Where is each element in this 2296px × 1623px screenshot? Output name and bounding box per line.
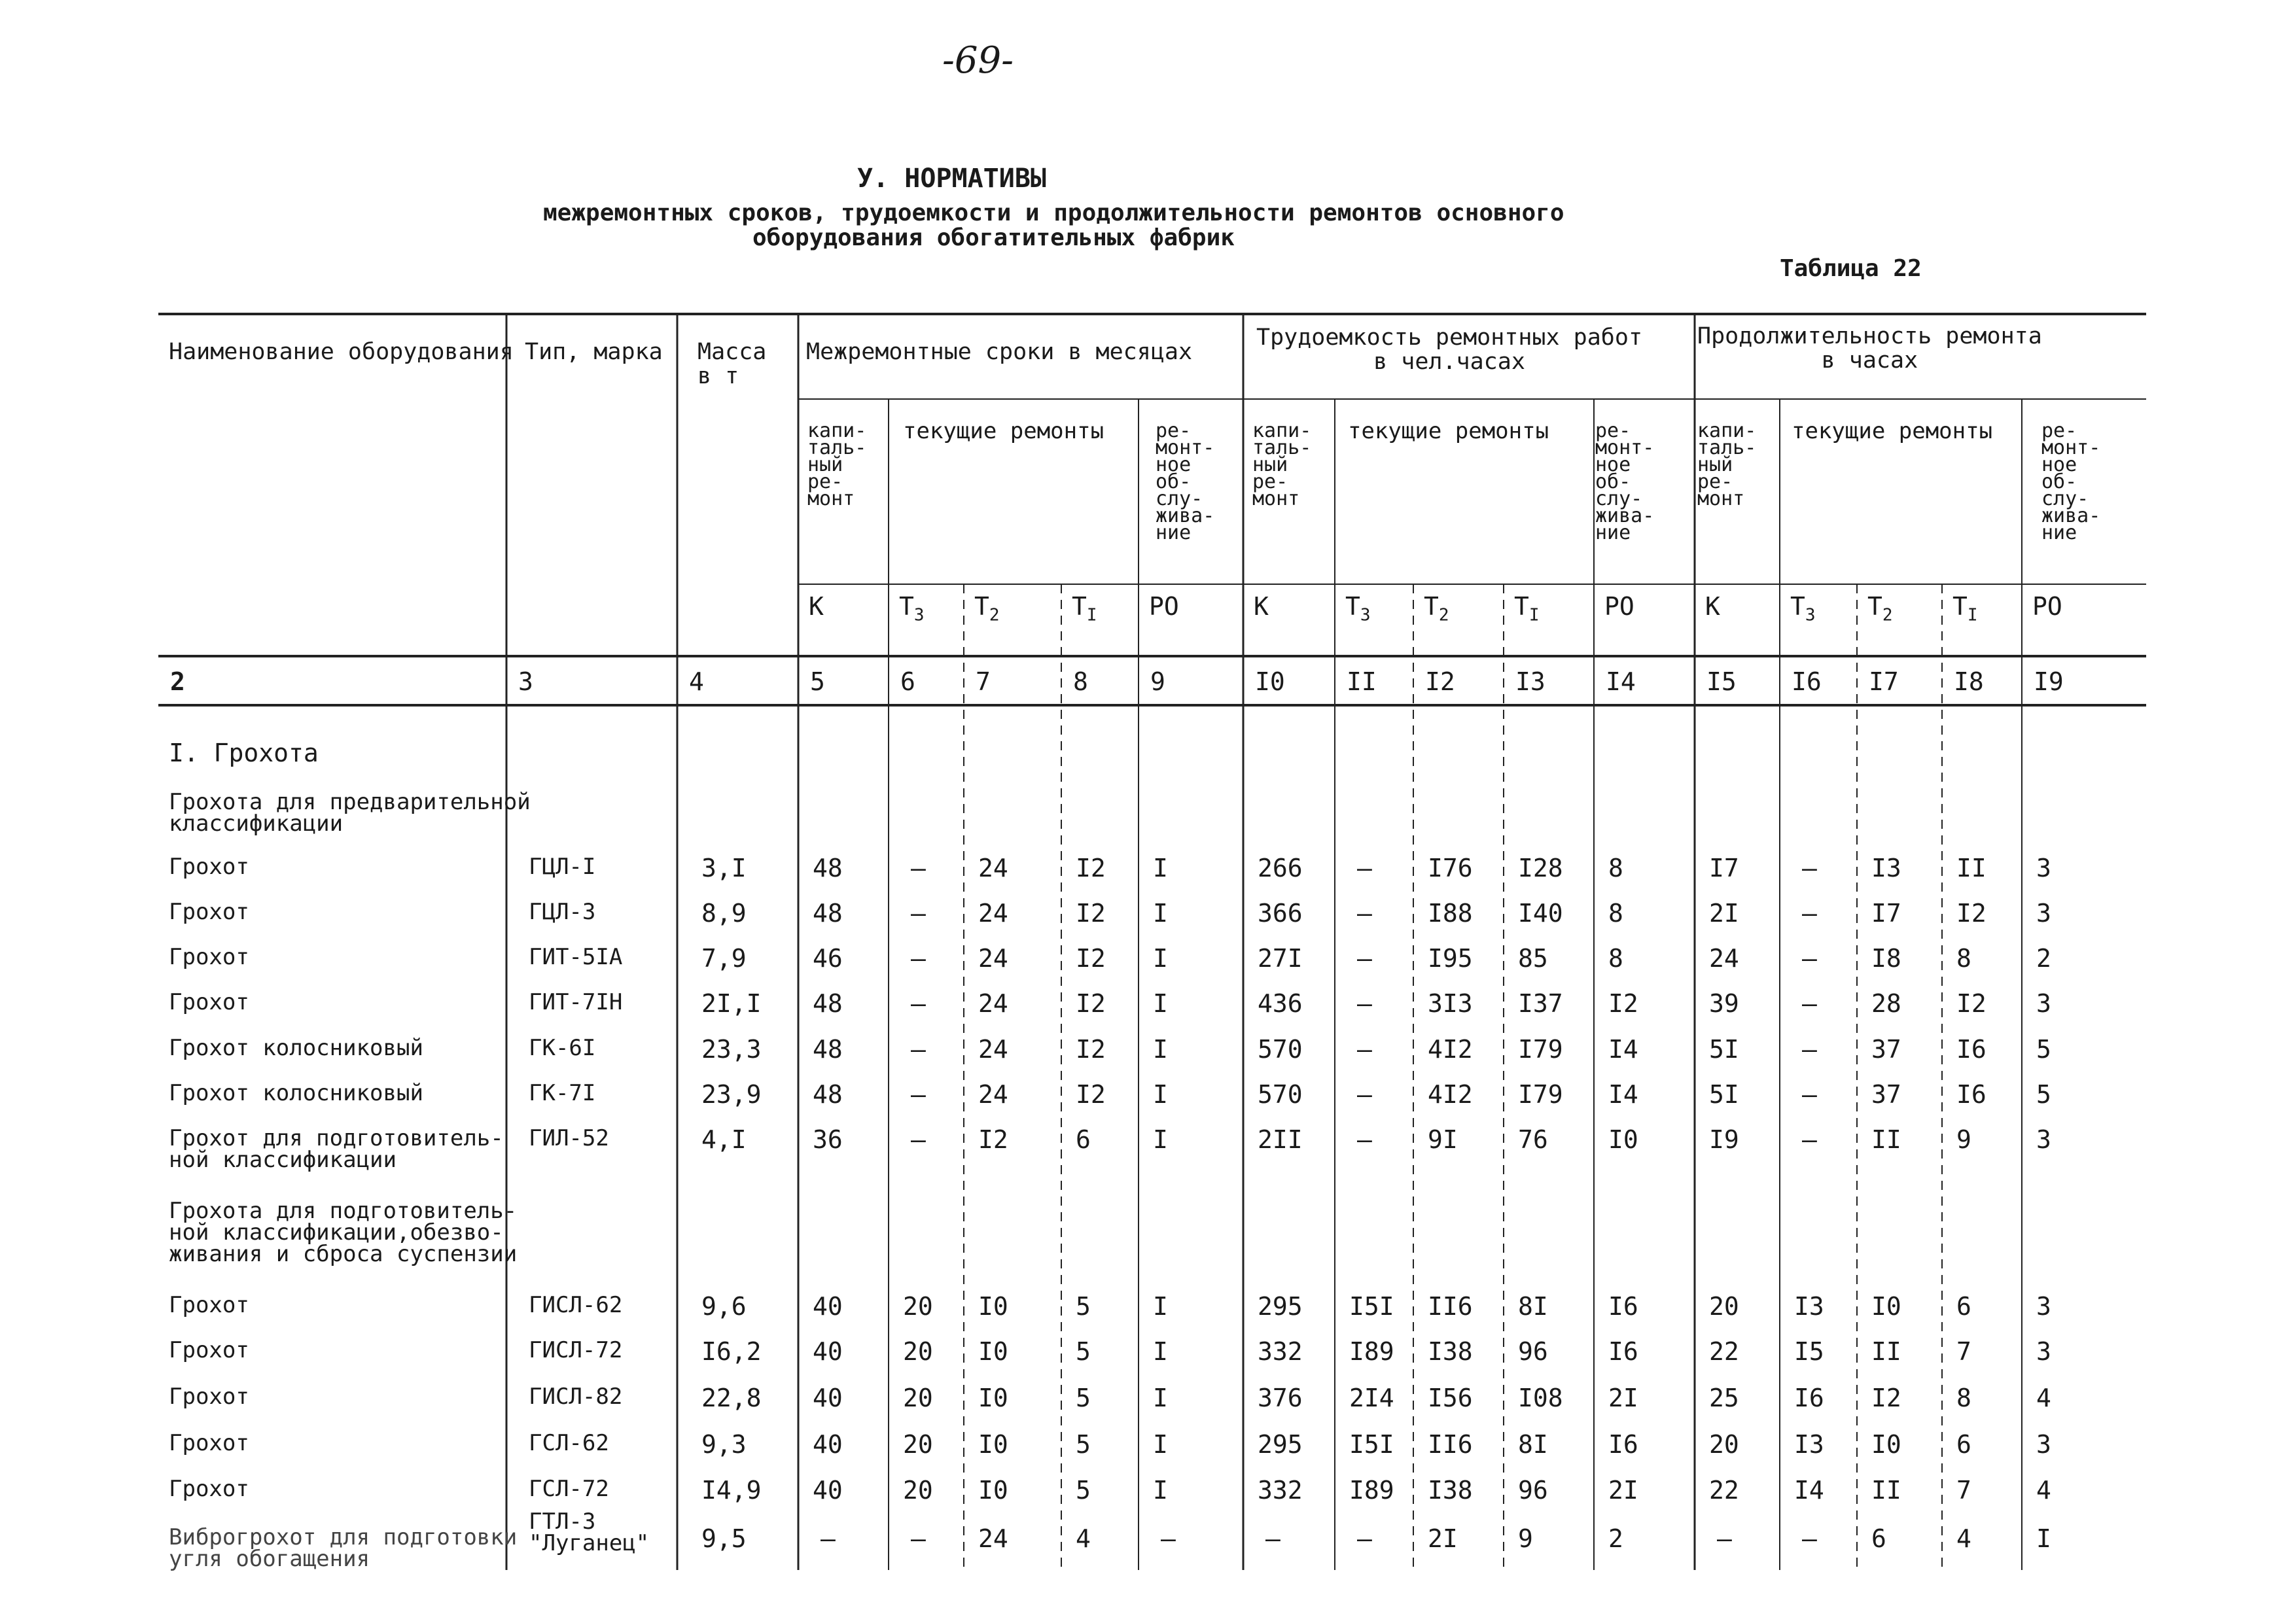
value-cell: I3 (1871, 854, 1901, 882)
document-title: У. НОРМАТИВЫ (857, 164, 1046, 194)
value-cell: 295 (1258, 1430, 1303, 1459)
value-cell: I0 (978, 1337, 1008, 1366)
value-cell: 37 (1871, 1035, 1901, 1064)
column-number: I7 (1869, 667, 1899, 696)
value-cell: 48 (813, 1080, 843, 1109)
code-header: $Т_2$ (974, 592, 1000, 625)
value-cell: 24 (978, 899, 1008, 928)
value-cell: – (1357, 1035, 1372, 1064)
value-cell: I (1153, 1125, 1168, 1154)
value-cell: I7 (1709, 854, 1739, 882)
value-cell: 8 (1608, 854, 1623, 882)
value-cell: 24 (978, 1035, 1008, 1064)
column-number: 7 (976, 667, 991, 696)
value-cell: 8 (1956, 944, 1971, 973)
value-cell: I6 (1608, 1292, 1638, 1321)
value-cell: 2I4 (1349, 1384, 1394, 1412)
header-mass: Масса в т (698, 339, 767, 389)
value-cell: 3 (2036, 854, 2051, 882)
equipment-name: Грохот колосниковый (169, 1035, 423, 1061)
value-cell: 3 (2036, 989, 2051, 1018)
header-duration: Продолжительность ремонта в часах (1697, 323, 2042, 374)
value-cell: 28 (1871, 989, 1901, 1018)
equipment-mass: 23,9 (701, 1080, 762, 1109)
value-cell: 96 (1518, 1337, 1548, 1366)
value-cell: I (1153, 854, 1168, 882)
value-cell: – (1161, 1524, 1176, 1553)
value-cell: I38 (1428, 1337, 1473, 1366)
value-cell: 5 (1076, 1430, 1091, 1459)
value-cell: I2 (1076, 899, 1106, 928)
equipment-mass: 9,3 (701, 1430, 747, 1459)
value-cell: I0 (1871, 1430, 1901, 1459)
value-cell: 6 (1956, 1292, 1971, 1321)
value-cell: 24 (1709, 944, 1739, 973)
value-cell: 8I (1518, 1292, 1548, 1321)
value-cell: 2 (1608, 1524, 1623, 1553)
value-cell: I6 (1794, 1384, 1824, 1412)
value-cell: I4 (1794, 1476, 1824, 1505)
equipment-mass: I4,9 (701, 1476, 762, 1505)
value-cell: 48 (813, 989, 843, 1018)
value-cell: I (1153, 1476, 1168, 1505)
value-cell: I (1153, 1080, 1168, 1109)
code-header: К (809, 592, 824, 621)
value-cell: 5 (1076, 1337, 1091, 1366)
value-cell: I6 (1608, 1430, 1638, 1459)
subheader-current-1: текущие ремонты (903, 418, 1104, 444)
value-cell: 24 (978, 854, 1008, 882)
value-cell: I3 (1794, 1292, 1824, 1321)
value-cell: 5 (1076, 1292, 1091, 1321)
value-cell: – (1357, 989, 1372, 1018)
value-cell: 20 (1709, 1292, 1739, 1321)
value-cell: I5 (1794, 1337, 1824, 1366)
subheader-capital-2: капи- таль- ный ре- монт (1252, 419, 1312, 510)
value-cell: 48 (813, 854, 843, 882)
value-cell: 6 (1956, 1430, 1971, 1459)
value-cell: II (1871, 1476, 1901, 1505)
value-cell: I7 (1871, 899, 1901, 928)
value-cell: – (821, 1524, 836, 1553)
equipment-type: ГК-6I (529, 1035, 596, 1061)
value-cell: 2I (1608, 1384, 1638, 1412)
header-equipment-name: Наименование оборудования (169, 339, 514, 365)
value-cell: 5 (2036, 1035, 2051, 1064)
value-cell: I88 (1428, 899, 1473, 928)
value-cell: I2 (1956, 989, 1987, 1018)
value-cell: 39 (1709, 989, 1739, 1018)
value-cell: I9 (1709, 1125, 1739, 1154)
value-cell: I4 (1608, 1080, 1638, 1109)
value-cell: – (1265, 1524, 1280, 1553)
value-cell: I2 (1956, 899, 1987, 928)
value-cell: 48 (813, 899, 843, 928)
column-number: 9 (1150, 667, 1165, 696)
value-cell: I95 (1428, 944, 1473, 973)
value-cell: 20 (903, 1384, 933, 1412)
equipment-mass: 7,9 (701, 944, 747, 973)
value-cell: – (1802, 899, 1817, 928)
column-number: II (1347, 667, 1377, 696)
value-cell: 8 (1608, 944, 1623, 973)
subheader-service-2: ре- монт- ное об- слу- жива- ние (1595, 419, 1655, 544)
equipment-type: ГЦЛ-3 (529, 899, 596, 925)
value-cell: – (1802, 1080, 1817, 1109)
value-cell: II6 (1428, 1292, 1473, 1321)
value-cell: – (911, 1035, 926, 1064)
value-cell: – (1802, 989, 1817, 1018)
value-cell: 3 (2036, 899, 2051, 928)
value-cell: 22 (1709, 1337, 1739, 1366)
value-cell: 9I (1428, 1125, 1458, 1154)
value-cell: II6 (1428, 1430, 1473, 1459)
value-cell: I0 (978, 1292, 1008, 1321)
value-cell: I2 (1076, 989, 1106, 1018)
equipment-type: ГИТ-5IA (529, 944, 623, 970)
column-number: 6 (900, 667, 915, 696)
equipment-mass: 8,9 (701, 899, 747, 928)
value-cell: I37 (1518, 989, 1563, 1018)
value-cell: 5I (1709, 1080, 1739, 1109)
value-cell: I6 (1608, 1337, 1638, 1366)
value-cell: 24 (978, 944, 1008, 973)
value-cell: I (1153, 1035, 1168, 1064)
value-cell: I0 (1608, 1125, 1638, 1154)
equipment-name: Грохот (169, 989, 249, 1015)
section-title: I. Грохота (169, 739, 319, 767)
column-number: 5 (810, 667, 825, 696)
value-cell: 27I (1258, 944, 1303, 973)
value-cell: 96 (1518, 1476, 1548, 1505)
value-cell: 2II (1258, 1125, 1303, 1154)
value-cell: I2 (1076, 854, 1106, 882)
value-cell: 20 (903, 1292, 933, 1321)
value-cell: 9 (1956, 1125, 1971, 1154)
value-cell: – (1802, 854, 1817, 882)
value-cell: 332 (1258, 1337, 1303, 1366)
value-cell: I89 (1349, 1476, 1394, 1505)
value-cell: II (1871, 1125, 1901, 1154)
value-cell: 46 (813, 944, 843, 973)
value-cell: – (1357, 944, 1372, 973)
value-cell: 3 (2036, 1430, 2051, 1459)
value-cell: I56 (1428, 1384, 1473, 1412)
equipment-name: Грохот (169, 1476, 249, 1502)
value-cell: 4 (1076, 1524, 1091, 1553)
value-cell: 4I2 (1428, 1035, 1473, 1064)
subheader-current-2: текущие ремонты (1348, 418, 1549, 444)
value-cell: I (1153, 899, 1168, 928)
value-cell: 2I (1428, 1524, 1458, 1553)
value-cell: 22 (1709, 1476, 1739, 1505)
value-cell: – (1357, 1125, 1372, 1154)
value-cell: 4 (2036, 1476, 2051, 1505)
equipment-name: Грохот (169, 944, 249, 970)
value-cell: I8 (1871, 944, 1901, 973)
value-cell: II (1956, 854, 1987, 882)
value-cell: I2 (1076, 944, 1106, 973)
column-number: I9 (2034, 667, 2064, 696)
value-cell: I (1153, 989, 1168, 1018)
column-number: 3 (518, 667, 533, 696)
value-cell: 295 (1258, 1292, 1303, 1321)
value-cell: – (1717, 1524, 1732, 1553)
value-cell: 48 (813, 1035, 843, 1064)
value-cell: – (1357, 854, 1372, 882)
value-cell: – (911, 989, 926, 1018)
group-title-preliminary: Грохота для предварительной классификации (169, 789, 531, 837)
value-cell: I2 (978, 1125, 1008, 1154)
value-cell: I3 (1794, 1430, 1824, 1459)
equipment-type: ГСЛ-72 (529, 1476, 609, 1502)
value-cell: 5 (2036, 1080, 2051, 1109)
value-cell: 3 (2036, 1337, 2051, 1366)
equipment-name: Виброгрохот для подготовки угля обогащения (169, 1524, 518, 1572)
value-cell: 570 (1258, 1080, 1303, 1109)
value-cell: 40 (813, 1430, 843, 1459)
value-cell: I28 (1518, 854, 1563, 882)
equipment-mass: 2I,I (701, 989, 762, 1018)
value-cell: 6 (1076, 1125, 1091, 1154)
equipment-name: Грохот (169, 1337, 249, 1363)
equipment-type: ГТЛ-3 "Луганец" (529, 1509, 650, 1556)
value-cell: I2 (1076, 1035, 1106, 1064)
value-cell: 3I3 (1428, 989, 1473, 1018)
equipment-type: ГЦЛ-I (529, 854, 596, 880)
equipment-type: ГИСЛ-82 (529, 1384, 623, 1410)
value-cell: 6 (1871, 1524, 1886, 1553)
value-cell: 7 (1956, 1476, 1971, 1505)
value-cell: I (1153, 1430, 1168, 1459)
value-cell: 2I (1709, 899, 1739, 928)
value-cell: – (1357, 1524, 1372, 1553)
value-cell: I2 (1076, 1080, 1106, 1109)
value-cell: 5 (1076, 1384, 1091, 1412)
equipment-name: Грохот колосниковый (169, 1080, 423, 1106)
value-cell: 8 (1608, 899, 1623, 928)
code-header: РО (2032, 592, 2062, 621)
value-cell: 7 (1956, 1337, 1971, 1366)
value-cell: I0 (978, 1430, 1008, 1459)
value-cell: I0 (978, 1476, 1008, 1505)
equipment-name: Грохот (169, 854, 249, 880)
table-label: Таблица 22 (1780, 255, 1922, 282)
value-cell: 266 (1258, 854, 1303, 882)
value-cell: 8 (1956, 1384, 1971, 1412)
equipment-type: ГИТ-7IH (529, 989, 623, 1015)
value-cell: 4I2 (1428, 1080, 1473, 1109)
equipment-mass: 4,I (701, 1125, 747, 1154)
value-cell: 3 (2036, 1125, 2051, 1154)
column-number: 8 (1073, 667, 1088, 696)
equipment-type: ГИСЛ-72 (529, 1337, 623, 1363)
column-number: I0 (1255, 667, 1285, 696)
code-header: К (1254, 592, 1269, 621)
equipment-name: Грохот для подготовитель- ной классификации (169, 1125, 504, 1173)
code-header: $Т_I$ (1072, 592, 1097, 625)
value-cell: 40 (813, 1337, 843, 1366)
value-cell: 376 (1258, 1384, 1303, 1412)
value-cell: 25 (1709, 1384, 1739, 1412)
value-cell: 20 (903, 1337, 933, 1366)
value-cell: 9 (1518, 1524, 1533, 1553)
value-cell: I76 (1428, 854, 1473, 882)
value-cell: 570 (1258, 1035, 1303, 1064)
subheader-current-3: текущие ремонты (1792, 418, 1993, 444)
code-header: $Т_2$ (1424, 592, 1449, 625)
value-cell: – (1357, 899, 1372, 928)
value-cell: – (911, 1080, 926, 1109)
value-cell: I (1153, 1384, 1168, 1412)
value-cell: I08 (1518, 1384, 1563, 1412)
code-header: $Т_3$ (1790, 592, 1816, 625)
value-cell: II (1871, 1337, 1901, 1366)
value-cell: 436 (1258, 989, 1303, 1018)
value-cell: 20 (903, 1430, 933, 1459)
value-cell: 8I (1518, 1430, 1548, 1459)
value-cell: I (1153, 944, 1168, 973)
value-cell: 332 (1258, 1476, 1303, 1505)
equipment-type: ГИСЛ-62 (529, 1292, 623, 1318)
value-cell: 20 (903, 1476, 933, 1505)
value-cell: I79 (1518, 1035, 1563, 1064)
value-cell: I (1153, 1337, 1168, 1366)
column-number: 4 (689, 667, 704, 696)
column-number: I4 (1606, 667, 1636, 696)
value-cell: 36 (813, 1125, 843, 1154)
value-cell: I0 (978, 1384, 1008, 1412)
value-cell: 5 (1076, 1476, 1091, 1505)
equipment-mass: 22,8 (701, 1384, 762, 1412)
value-cell: 24 (978, 989, 1008, 1018)
value-cell: – (911, 944, 926, 973)
column-number: I2 (1425, 667, 1455, 696)
code-header: $Т_3$ (899, 592, 925, 625)
value-cell: 366 (1258, 899, 1303, 928)
equipment-mass: 9,6 (701, 1292, 747, 1321)
header-repair-intervals: Межремонтные сроки в месяцах (806, 339, 1193, 365)
value-cell: I89 (1349, 1337, 1394, 1366)
code-header: $Т_I$ (1952, 592, 1978, 625)
value-cell: I2 (1608, 989, 1638, 1018)
equipment-mass: 23,3 (701, 1035, 762, 1064)
equipment-name: Грохот (169, 1292, 249, 1318)
value-cell: I40 (1518, 899, 1563, 928)
value-cell: 40 (813, 1292, 843, 1321)
value-cell: – (1802, 1524, 1817, 1553)
value-cell: 4 (1956, 1524, 1971, 1553)
equipment-name: Грохот (169, 899, 249, 925)
value-cell: – (1802, 1125, 1817, 1154)
group-title-preparatory: Грохота для подготовитель- ной классификации,обезво- живания и сброса суспензии (169, 1198, 518, 1267)
equipment-mass: I6,2 (701, 1337, 762, 1366)
value-cell: I (2036, 1524, 2051, 1553)
equipment-mass: 3,I (701, 854, 747, 882)
value-cell: – (1802, 944, 1817, 973)
value-cell: 40 (813, 1384, 843, 1412)
equipment-name: Грохот (169, 1430, 249, 1456)
equipment-type: ГИЛ-52 (529, 1125, 609, 1151)
header-labor: Трудоемкость ремонтных работ в чел.часах (1256, 324, 1643, 375)
value-cell: I79 (1518, 1080, 1563, 1109)
value-cell: – (911, 899, 926, 928)
code-header: $Т_2$ (1867, 592, 1893, 625)
value-cell: – (1357, 1080, 1372, 1109)
column-number: I8 (1954, 667, 1984, 696)
value-cell: 20 (1709, 1430, 1739, 1459)
value-cell: I2 (1871, 1384, 1901, 1412)
header-type: Тип, марка (525, 339, 663, 365)
code-header: $Т_3$ (1345, 592, 1371, 625)
equipment-type: ГСЛ-62 (529, 1430, 609, 1456)
value-cell: I0 (1871, 1292, 1901, 1321)
subheader-capital-1: капи- таль- ный ре- монт (807, 419, 867, 510)
equipment-name: Грохот (169, 1384, 249, 1410)
value-cell: – (911, 854, 926, 882)
code-header: К (1705, 592, 1720, 621)
value-cell: – (1802, 1035, 1817, 1064)
value-cell: I (1153, 1292, 1168, 1321)
value-cell: 85 (1518, 944, 1548, 973)
document-subtitle-line2: оборудования обогатительных фабрик (752, 224, 1235, 251)
subheader-capital-3: капи- таль- ный ре- монт (1697, 419, 1757, 510)
value-cell: I5I (1349, 1430, 1394, 1459)
code-header: РО (1604, 592, 1634, 621)
value-cell: I6 (1956, 1035, 1987, 1064)
value-cell: 24 (978, 1524, 1008, 1553)
subheader-service-3: ре- монт- ное об- слу- жива- ние (2041, 419, 2101, 544)
value-cell: – (911, 1524, 926, 1553)
value-cell: I4 (1608, 1035, 1638, 1064)
value-cell: 40 (813, 1476, 843, 1505)
column-number: 2 (170, 667, 185, 696)
value-cell: 24 (978, 1080, 1008, 1109)
equipment-type: ГК-7I (529, 1080, 596, 1106)
value-cell: – (911, 1125, 926, 1154)
value-cell: 76 (1518, 1125, 1548, 1154)
value-cell: I5I (1349, 1292, 1394, 1321)
value-cell: 2 (2036, 944, 2051, 973)
page-number: -69- (942, 39, 1014, 82)
value-cell: 5I (1709, 1035, 1739, 1064)
value-cell: I6 (1956, 1080, 1987, 1109)
column-number: I5 (1706, 667, 1737, 696)
value-cell: 37 (1871, 1080, 1901, 1109)
code-header: $Т_I$ (1514, 592, 1540, 625)
value-cell: 2I (1608, 1476, 1638, 1505)
column-number: I3 (1515, 667, 1545, 696)
value-cell: 4 (2036, 1384, 2051, 1412)
code-header: РО (1149, 592, 1179, 621)
column-number: I6 (1792, 667, 1822, 696)
document-subtitle-line1: межремонтных сроков, трудоемкости и продолжительности ремонтов основного (543, 200, 1564, 226)
subheader-service-1: ре- монт- ное об- слу- жива- ние (1156, 419, 1215, 544)
value-cell: I38 (1428, 1476, 1473, 1505)
equipment-mass: 9,5 (701, 1524, 747, 1553)
value-cell: 3 (2036, 1292, 2051, 1321)
